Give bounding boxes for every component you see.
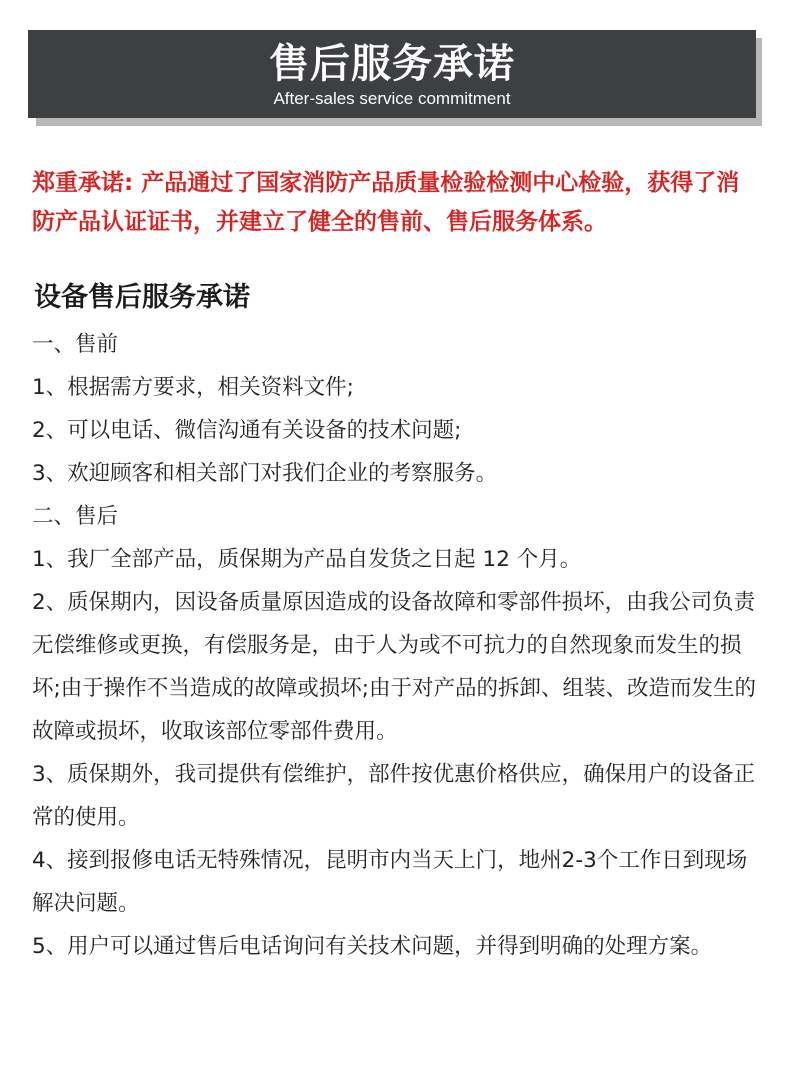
banner-title: 售后服务承诺 bbox=[269, 41, 515, 87]
list-item: 1、我厂全部产品，质保期为产品自发货之日起 12 个月。 bbox=[32, 547, 582, 572]
list-item: 4、接到报修电话无特殊情况，昆明市内当天上门，地州2-3个工作日到现场解决问题。 bbox=[32, 848, 748, 916]
after-sale-heading: 二、售后 bbox=[32, 504, 119, 529]
list-item: 2、可以电话、微信沟通有关设备的技术问题; bbox=[32, 418, 462, 443]
list-item: 3、欢迎顾客和相关部门对我们企业的考察服务。 bbox=[32, 461, 498, 486]
banner-subtitle: After-sales service commitment bbox=[273, 89, 511, 108]
section-title: 设备售后服务承诺 bbox=[34, 282, 250, 313]
commitment-list bbox=[32, 323, 760, 968]
promise-statement: 郑重承诺: 产品通过了国家消防产品质量检验检测中心检验，获得了消防产品认证证书，并建立了健全的售前、售后服务体系。 bbox=[32, 170, 740, 235]
list-item: 3、质保期外，我司提供有偿维护，部件按优惠价格供应，确保用户的设备正常的使用。 bbox=[32, 762, 756, 830]
header-banner bbox=[28, 30, 756, 118]
list-item: 5、用户可以通过售后电话询问有关技术问题，并得到明确的处理方案。 bbox=[32, 934, 713, 959]
list-item: 1、根据需方要求，相关资料文件; bbox=[32, 375, 354, 400]
list-item: 2、质保期内，因设备质量原因造成的设备故障和零部件损坏，由我公司负责无偿维修或更换，有偿服务是，由于人为或不可抗力的自然现象而发生的损坏;由于操作不当造成的故障或损坏;由于对产品的拆卸、组装、改造而发生的故障或损坏，收取该部位零部件费用。 bbox=[32, 590, 756, 744]
pre-sale-heading: 一、售前 bbox=[32, 332, 119, 357]
